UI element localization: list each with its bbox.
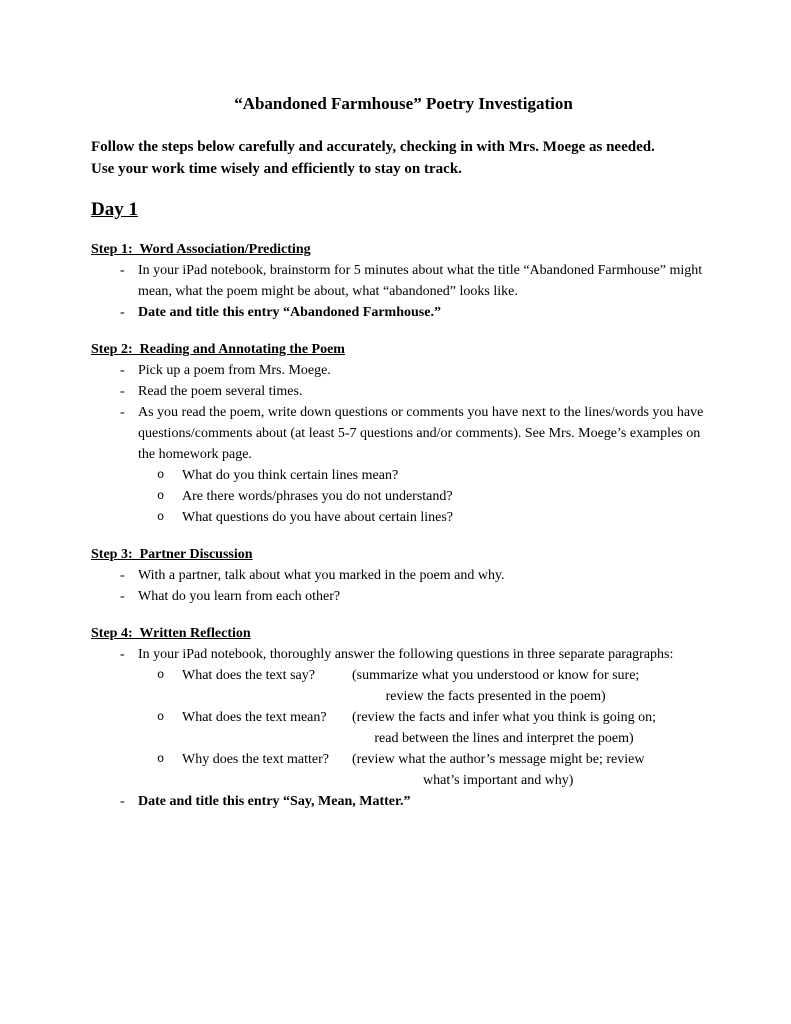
step-2-heading: Step 2: Reading and Annotating the Poem [91, 342, 345, 357]
circle-bullet-icon: o [157, 468, 165, 482]
day-1-heading: Day 1 [91, 199, 138, 220]
question-item [91, 749, 716, 791]
bullet-text: As you read the poem, write down questions or comments you have next to the lines/words you have questions/comments about (at least 5-7 questions and/or comments). See Mrs. Moege’s examples on the homework page. [138, 405, 704, 462]
circle-bullet-icon: o [157, 489, 165, 503]
bullet-text: Read the poem several times. [138, 384, 303, 399]
question-note-line: what’s important and why) [423, 773, 574, 788]
circle-bullet-icon: o [157, 668, 165, 682]
intro-paragraph: Follow the steps below carefully and accurately, checking in with Mrs. Moege as needed. Use your work time wisely and efficiently to stay on track. [91, 139, 655, 177]
step-3-section [91, 544, 716, 607]
bullet-item [91, 302, 716, 323]
bullet-text: In your iPad notebook, brainstorm for 5 minutes about what the title “Abandoned Farmhouse” might mean, what the poem might be about, what “abandoned” looks like. [138, 263, 703, 299]
question-item [91, 665, 716, 707]
bullet-item [91, 791, 716, 812]
bullet-text: With a partner, talk about what you marked in the poem and why. [138, 568, 505, 583]
day-heading-row [91, 197, 716, 223]
dash-bullet-icon: - [120, 384, 125, 399]
step-2-section [91, 339, 716, 528]
dash-bullet-icon: - [120, 794, 125, 809]
dash-bullet-icon: - [120, 647, 125, 662]
bullet-item [91, 644, 716, 665]
question-note-line: (review the facts and infer what you think is going on; [352, 710, 657, 725]
bullet-text: Pick up a poem from Mrs. Moege. [138, 363, 331, 378]
question-note [352, 707, 656, 749]
circle-bullet-icon: o [157, 510, 165, 524]
bullet-text: In your iPad notebook, thoroughly answer the following questions in three separate paragraphs: [138, 647, 674, 662]
sub-bullet-item [91, 507, 716, 528]
step-4-heading: Step 4: Written Reflection [91, 626, 251, 641]
question-item [91, 707, 716, 749]
bullet-item [91, 260, 716, 302]
dash-bullet-icon: - [120, 568, 125, 583]
question-text: What does the text say? [182, 668, 315, 683]
dash-bullet-icon: - [120, 363, 125, 378]
question-note-line: (review what the author’s message might be; review [352, 752, 645, 767]
sub-bullet-text: Are there words/phrases you do not understand? [182, 489, 453, 504]
dash-bullet-icon: - [120, 305, 125, 320]
bullet-text-bold: Date and title this entry “Say, Mean, Matter.” [138, 794, 411, 809]
document-title: “Abandoned Farmhouse” Poetry Investigation [234, 94, 573, 113]
bullet-item [91, 586, 716, 607]
question-text: Why does the text matter? [182, 752, 329, 767]
step-1-section [91, 239, 716, 323]
question-note [352, 749, 644, 791]
sub-bullet-text: What do you think certain lines mean? [182, 468, 399, 483]
question-note [352, 665, 639, 707]
bullet-item [91, 565, 716, 586]
step-4-section [91, 623, 716, 812]
bullet-item [91, 381, 716, 402]
question-text: What does the text mean? [182, 710, 327, 725]
dash-bullet-icon: - [120, 589, 125, 604]
question-note-line: read between the lines and interpret the poem) [374, 731, 634, 746]
sub-bullet-item [91, 486, 716, 507]
question-note-line: (summarize what you understood or know for sure; [352, 668, 640, 683]
bullet-item [91, 402, 716, 465]
bullet-item [91, 360, 716, 381]
step-3-heading: Step 3: Partner Discussion [91, 547, 253, 562]
step-1-heading: Step 1: Word Association/Predicting [91, 242, 311, 257]
circle-bullet-icon: o [157, 710, 165, 724]
dash-bullet-icon: - [120, 405, 125, 420]
bullet-text-bold: Date and title this entry “Abandoned Farmhouse.” [138, 305, 441, 320]
circle-bullet-icon: o [157, 752, 165, 766]
bullet-text: What do you learn from each other? [138, 589, 341, 604]
dash-bullet-icon: - [120, 263, 125, 278]
sub-bullet-text: What questions do you have about certain lines? [182, 510, 453, 525]
sub-bullet-item [91, 465, 716, 486]
question-note-line: review the facts presented in the poem) [385, 689, 606, 704]
